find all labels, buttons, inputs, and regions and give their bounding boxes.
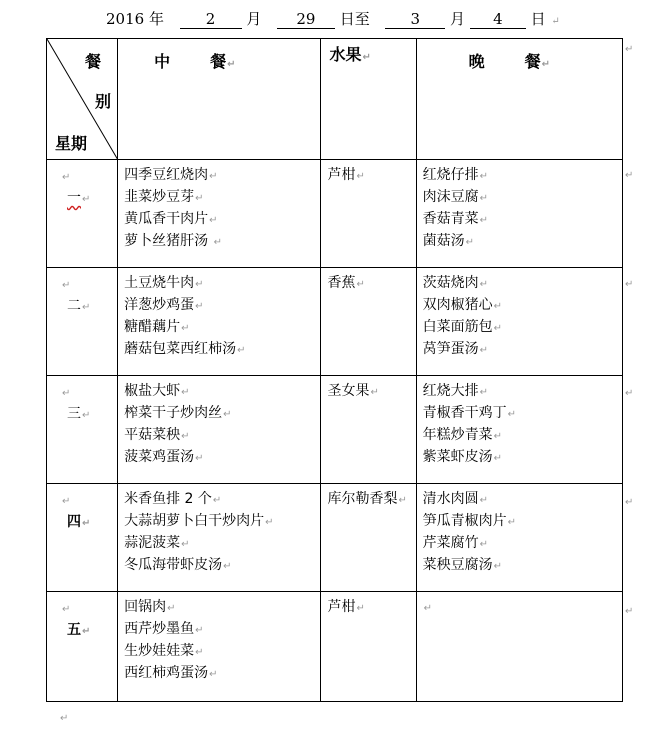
table-row	[47, 268, 623, 376]
year-text: 2016	[106, 10, 145, 28]
end-of-row-mark-icon: ↵	[625, 170, 634, 181]
dinner-cell	[416, 268, 622, 376]
start-day-field: 29	[277, 10, 335, 29]
lunch-dish: 洋葱炒鸡蛋↵	[124, 297, 204, 313]
table-row	[47, 376, 623, 484]
lunch-dish: 榨菜干子炒肉丝↵	[124, 405, 232, 421]
dinner-dish: 菜秧豆腐汤↵	[422, 557, 502, 573]
weekly-menu-table	[46, 38, 623, 702]
dinner-dish: 青椒香干鸡丁↵	[422, 405, 516, 421]
dinner-dish: 红烧大排↵	[422, 383, 488, 399]
lunch-dish: 韭菜炒豆芽↵	[124, 189, 204, 205]
dinner-dish: 年糕炒青菜↵	[422, 427, 502, 443]
weekday-label: 五	[67, 622, 81, 638]
paragraph-mark-icon: ↵	[60, 713, 69, 724]
dinner-dish: 肉沫豆腐↵	[422, 189, 488, 205]
fruit-header-label: 水果	[329, 45, 362, 64]
lunch-cell	[118, 592, 321, 702]
paragraph-mark-icon: ↵	[551, 16, 560, 27]
dinner-header-char-1: 晚	[468, 52, 485, 71]
dinner-dish: 香菇青菜↵	[422, 211, 488, 227]
end-of-row-mark-icon: ↵	[625, 497, 634, 508]
diagonal-header-cell	[47, 39, 118, 160]
lunch-cell	[118, 376, 321, 484]
lunch-column-header: 中 餐↵	[118, 39, 321, 160]
end-of-row-mark-icon: ↵	[625, 279, 634, 290]
lunch-header-char-1: 中	[154, 52, 171, 71]
dinner-dish: 双肉椒猪心↵	[422, 297, 502, 313]
year-suffix: 年	[148, 10, 164, 28]
dinner-dish: 清水肉圆↵	[422, 491, 488, 507]
diag-label-type: 别	[95, 92, 112, 111]
weekday-cell: ↵ 四↵	[47, 484, 118, 592]
date-range-header	[106, 8, 560, 30]
lunch-dish: 黄瓜香干肉片↵	[124, 211, 218, 227]
start-month-field: 2	[180, 10, 242, 29]
fruit-cell: 香蕉↵	[321, 268, 416, 376]
dinner-dish: 红烧仔排↵	[422, 167, 488, 183]
diag-label-weekday: 星期	[55, 134, 88, 153]
dinner-header-char-2: 餐	[524, 52, 541, 71]
lunch-dish: 冬瓜海带虾皮汤↵	[124, 557, 232, 573]
lunch-dish: 蒜泥菠菜↵	[124, 535, 190, 551]
lunch-dish: 土豆烧牛肉↵	[124, 275, 204, 291]
dinner-dish: 莴笋蛋汤↵	[422, 341, 488, 357]
weekday-cell: ↵ 五↵	[47, 592, 118, 702]
lunch-dish: 西红柿鸡蛋汤↵	[124, 665, 218, 681]
end-of-row-mark-icon: ↵	[625, 606, 634, 617]
weekday-label: 三	[67, 406, 81, 422]
dinner-cell: ↵	[416, 592, 622, 702]
lunch-dish: 回锅肉↵	[124, 599, 176, 615]
dinner-dish: 紫菜虾皮汤↵	[422, 449, 502, 465]
lunch-dish: 大蒜胡萝卜白干炒肉片↵	[124, 513, 274, 529]
fruit-cell: 芦柑↵	[321, 160, 416, 268]
table-header-row	[47, 39, 623, 160]
day-label: 日	[530, 10, 546, 28]
dinner-cell	[416, 160, 622, 268]
lunch-dish: 生炒娃娃菜↵	[124, 643, 204, 659]
fruit-cell: 库尔勒香梨↵	[321, 484, 416, 592]
end-of-row-mark-icon: ↵	[625, 388, 634, 399]
weekday-label: 二	[67, 298, 81, 314]
end-day-field: 4	[470, 10, 526, 29]
lunch-header-char-2: 餐	[210, 52, 227, 71]
lunch-dish: 糖醋藕片↵	[124, 319, 190, 335]
lunch-cell	[118, 268, 321, 376]
lunch-dish: 西芹炒墨鱼↵	[124, 621, 204, 637]
lunch-dish: 菠菜鸡蛋汤↵	[124, 449, 204, 465]
lunch-cell	[118, 160, 321, 268]
dinner-cell	[416, 484, 622, 592]
weekday-label: 四	[67, 514, 81, 530]
weekday-cell: ↵ 三↵	[47, 376, 118, 484]
fruit-cell: 芦柑↵	[321, 592, 416, 702]
end-of-row-mark-icon: ↵	[625, 44, 634, 55]
end-month-field: 3	[385, 10, 445, 29]
lunch-dish: 米香鱼排 2 个↵	[124, 491, 222, 507]
month-label-2: 月	[450, 10, 466, 28]
dinner-dish: 笋瓜青椒肉片↵	[422, 513, 516, 529]
fruit-cell: 圣女果↵	[321, 376, 416, 484]
lunch-cell	[118, 484, 321, 592]
table-row	[47, 160, 623, 268]
lunch-dish: 萝卜丝猪肝汤 ↵	[124, 233, 222, 249]
dinner-dish: 芹菜腐竹↵	[422, 535, 488, 551]
diag-label-meal: 餐	[85, 52, 102, 71]
table-row	[47, 484, 623, 592]
lunch-dish: 椒盐大虾↵	[124, 383, 190, 399]
dinner-dish: 白菜面筋包↵	[422, 319, 502, 335]
dinner-cell	[416, 376, 622, 484]
lunch-dish: 蘑菇包菜西红柿汤↵	[124, 341, 246, 357]
weekday-cell: ↵ 二↵	[47, 268, 118, 376]
dinner-dish: 茨菇烧肉↵	[422, 275, 488, 291]
lunch-dish: 四季豆红烧肉↵	[124, 167, 218, 183]
dinner-column-header: 晚 餐↵	[416, 39, 622, 160]
fruit-column-header: 水果↵	[321, 39, 416, 160]
dinner-dish: 菌菇汤↵	[422, 233, 474, 249]
month-label-1: 月	[246, 10, 262, 28]
day-to-label: 日至	[339, 10, 370, 28]
lunch-dish: 平菇菜秧↵	[124, 427, 190, 443]
weekday-label: 一	[67, 190, 81, 206]
table-row	[47, 592, 623, 702]
weekday-cell: ↵ 一↵	[47, 160, 118, 268]
